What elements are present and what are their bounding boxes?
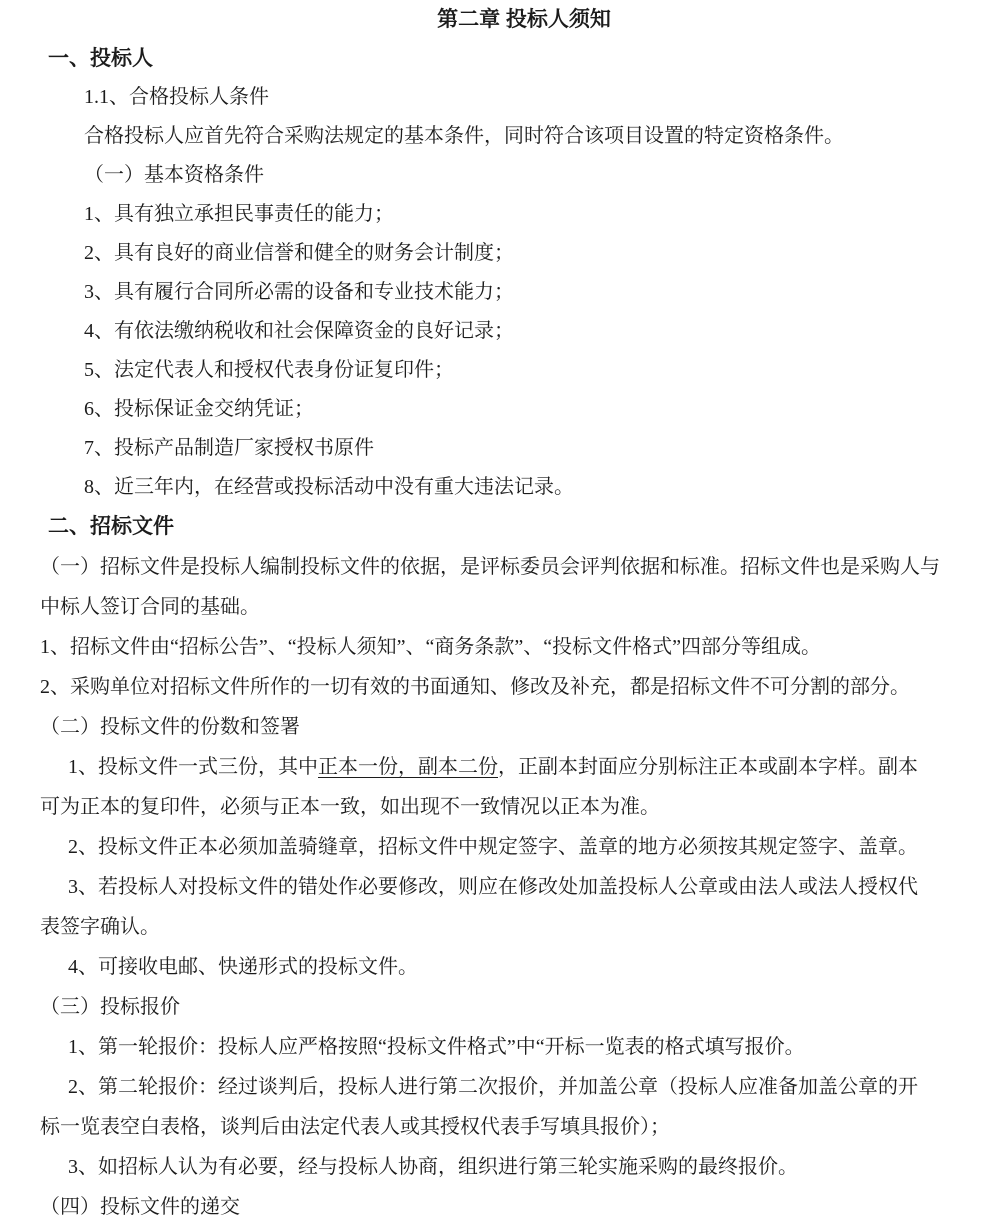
text-line: 1、第一轮报价：投标人应严格按照“投标文件格式”中“开标一览表的格式填写报价。 xyxy=(68,1036,805,1058)
text-line: （二）投标文件的份数和签署 xyxy=(40,716,300,738)
text-line: 2、投标文件正本必须加盖骑缝章，招标文件中规定签字、盖章的地方必须按其规定签字、盖章。 xyxy=(68,836,918,858)
text-line: 3、若投标人对投标文件的错处作必要修改，则应在修改处加盖投标人公章或由法人或法人授权代 xyxy=(68,876,918,898)
text-segment: 1、投标文件一式三份，其中 xyxy=(68,756,318,778)
text-line: 标一览表空白表格，谈判后由法定代表人或其授权代表手写填具报价）； xyxy=(40,1116,670,1138)
text-line: 1.1、合格投标人条件 xyxy=(84,86,269,108)
text-line: （三）投标报价 xyxy=(40,996,180,1018)
text-line: 8、近三年内，在经营或投标活动中没有重大违法记录。 xyxy=(84,476,574,498)
text-line: 2、具有良好的商业信誉和健全的财务会计制度； xyxy=(84,242,514,264)
text-line: 中标人签订合同的基础。 xyxy=(40,596,260,618)
section-heading: 一、投标人 xyxy=(48,47,153,70)
text-line: 合格投标人应首先符合采购法规定的基本条件，同时符合该项目设置的特定资格条件。 xyxy=(84,125,844,147)
text-line: 3、具有履行合同所必需的设备和专业技术能力； xyxy=(84,281,514,303)
text-line: 1、招标文件由“招标公告”、“投标人须知”、“商务条款”、“投标文件格式”四部分等组成。 xyxy=(40,636,822,658)
text-line: （四）投标文件的递交 xyxy=(40,1196,240,1218)
text-line: 3、如招标人认为有必要，经与投标人协商，组织进行第三轮实施采购的最终报价。 xyxy=(68,1156,798,1178)
underlined-text: 正本一份，副本二份 xyxy=(318,756,498,778)
text-line: 2、第二轮报价：经过谈判后，投标人进行第二次报价，并加盖公章（投标人应准备加盖公章的开 xyxy=(68,1076,918,1098)
text-line: 7、投标产品制造厂家授权书原件 xyxy=(84,437,374,459)
text-line: 6、投标保证金交纳凭证； xyxy=(84,398,314,420)
text-line: 5、法定代表人和授权代表身份证复印件； xyxy=(84,359,454,381)
text-line: （一）基本资格条件 xyxy=(84,164,264,186)
text-line: 4、有依法缴纳税收和社会保障资金的良好记录； xyxy=(84,320,514,342)
text-line: 2、采购单位对招标文件所作的一切有效的书面通知、修改及补充，都是招标文件不可分割的部分。 xyxy=(40,676,910,698)
section-heading: 二、招标文件 xyxy=(48,515,174,538)
text-line: 4、可接收电邮、快递形式的投标文件。 xyxy=(68,956,418,978)
text-line: 可为正本的复印件，必须与正本一致，如出现不一致情况以正本为准。 xyxy=(40,796,660,818)
text-line: 1、具有独立承担民事责任的能力； xyxy=(84,203,394,225)
text-line xyxy=(68,747,960,787)
page-title: 第二章 投标人须知 xyxy=(437,8,611,31)
text-line: 表签字确认。 xyxy=(40,916,160,938)
text-segment: ，正副本封面应分别标注正本或副本字样。副本 xyxy=(498,756,918,778)
text-line: （一）招标文件是投标人编制投标文件的依据，是评标委员会评判依据和标准。招标文件也是采购人与 xyxy=(40,556,940,578)
